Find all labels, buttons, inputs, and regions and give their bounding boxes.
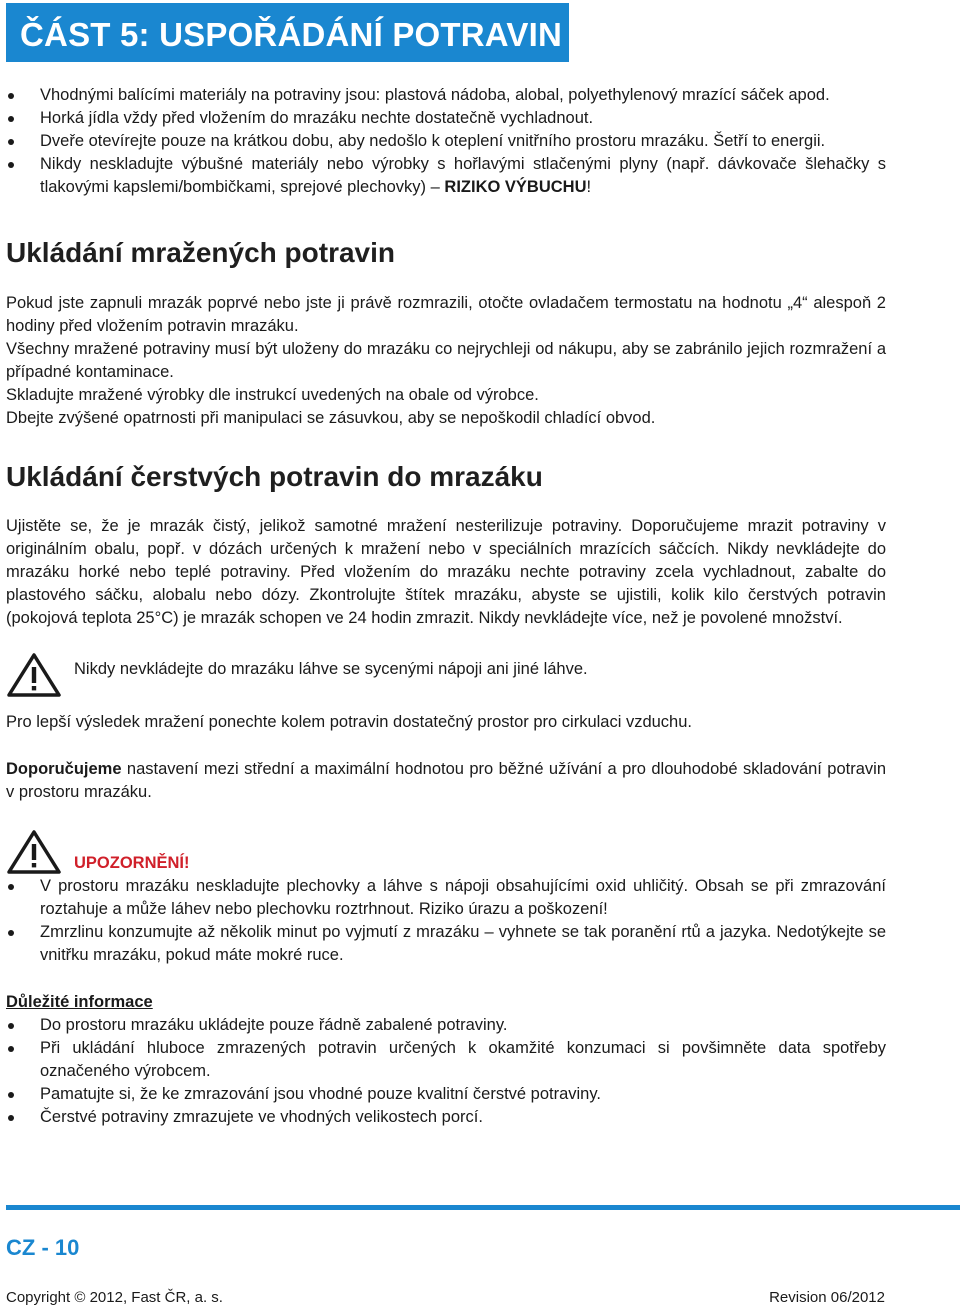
- list-item: Do prostoru mrazáku ukládejte pouze řádně zabalené potraviny.: [6, 1014, 886, 1037]
- recommendation-text: nastavení mezi střední a maximální hodnotou pro běžné užívání a pro dlouhodobé skladování potravin v prostoru mrazáku.: [6, 760, 886, 801]
- fresh-foods-heading: Ukládání čerstvých potravin do mrazáku: [6, 461, 543, 492]
- revision-label: Revision: [769, 1289, 827, 1306]
- paragraph: Pokud jste zapnuli mrazák poprvé nebo jste ji právě rozmrazili, otočte ovladačem termostatu na hodnotu „4“ alespoň 2 hodiny před vložením potravin mrazáku.: [6, 294, 886, 335]
- list-item: Čerstvé potraviny zmrazujete ve vhodných velikostech porcí.: [6, 1106, 886, 1129]
- warning-triangle-icon: [6, 652, 62, 698]
- list-item: V prostoru mrazáku neskladujte plechovky a láhve s nápoji obsahujícími oxid uhličitý. Obsah se při zmrazování roztahuje a může láhev nebo plechovku roztrhnout. Riziko úrazu a poškození!: [6, 875, 886, 921]
- paragraph: Všechny mražené potraviny musí být uloženy do mrazáku co nejrychleji od nákupu, aby se zabránilo jejich rozmražení a případné kontaminace.: [6, 340, 886, 381]
- revision: [769, 1289, 885, 1306]
- warning-triangle-icon: [6, 829, 62, 875]
- list-item-text: Nikdy neskladujte výbušné materiály nebo výrobky s hořlavými stlačenými plyny (např. dávkovače šlehačky s tlakovými kapslemi/bombičkami, sprejové plechovky) –: [40, 155, 886, 196]
- list-item: [6, 153, 886, 199]
- recommendation-lead: Doporučujeme: [6, 760, 122, 778]
- list-item: Horká jídla vždy před vložením do mrazáku nechte dostatečně vychladnout.: [6, 107, 886, 130]
- paragraph: Dbejte zvýšené opatrnosti při manipulaci se zásuvkou, aby se nepoškodil chladící obvod.: [6, 409, 656, 427]
- revision-value: 06/2012: [830, 1289, 885, 1306]
- list-item: Vhodnými balícími materiály na potraviny jsou: plastová nádoba, alobal, polyethylenový mrazící sáček apod.: [6, 84, 886, 107]
- list-item-end: !: [586, 178, 592, 196]
- fresh-foods-paragraph: Ujistěte se, že je mrazák čistý, jelikož samotné mražení nesterilizuje potraviny. Doporučujeme mrazit potraviny v originálním obalu, popř. v dózách určených k mražení nebo v speciálních mrazících sáčcích. Nikdy nevkládejte do mrazáku horké nebo teplé potraviny. Před vložením do mrazáku nechte potraviny zcela vychladnout, zabalte do plastového sáčku, alobalu nebo dózy. Zkontrolujte štítek mrazáku, abyste se ujistili, kolik kilo čerstvých potravin (pokojová teplota 25°C) je mrazák schopen ve 24 hodin zmrazit. Nikdy nevkládejte více, než je povolené množství.: [6, 517, 886, 627]
- copyright: Copyright © 2012, Fast ČR, a. s.: [6, 1289, 223, 1306]
- caution-header: [6, 829, 886, 875]
- explosion-risk-warning: RIZIKO VÝBUCHU: [444, 178, 587, 196]
- frozen-foods-heading: Ukládání mražených potravin: [6, 237, 396, 268]
- footer-divider: [6, 1205, 960, 1210]
- important-heading: Důležité informace: [6, 993, 153, 1011]
- list-item: Dveře otevírejte pouze na krátkou dobu, aby nedošlo k oteplení vnitřního prostoru mrazáku. Šetří to energii.: [6, 130, 886, 153]
- caution-label: UPOZORNĚNÍ!: [74, 854, 190, 872]
- page-content: [6, 84, 886, 1129]
- bottle-warning-text: Nikdy nevkládejte do mrazáku láhve se sycenými nápoji ani jiné láhve.: [74, 660, 588, 678]
- list-item: Při ukládání hluboce zmrazených potravin určených k okamžité konzumaci si povšimněte data spotřeby označeného výrobcem.: [6, 1037, 886, 1083]
- bottle-warning: [6, 652, 886, 698]
- page-number: CZ - 10: [6, 1235, 80, 1260]
- paragraph: Skladujte mražené výrobky dle instrukcí uvedených na obale od výrobce.: [6, 386, 539, 404]
- section-title-bar: [6, 3, 569, 62]
- list-item: Zmrzlinu konzumujte až několik minut po vyjmutí z mrazáku – vyhnete se tak poranění rtů a jazyka. Nedotýkejte se vnitřku mrazáku, pokud máte mokré ruce.: [6, 921, 886, 967]
- space-note: Pro lepší výsledek mražení ponechte kolem potravin dostatečný prostor pro cirkulaci vzduchu.: [6, 713, 692, 731]
- important-list: [6, 1014, 886, 1129]
- list-item: Pamatujte si, že ke zmrazování jsou vhodné pouze kvalitní čerstvé potraviny.: [6, 1083, 886, 1106]
- section-title: ČÁST 5: USPOŘÁDÁNÍ POTRAVIN: [20, 16, 562, 53]
- frozen-foods-text: [6, 292, 886, 430]
- caution-list: [6, 875, 886, 967]
- recommendation: [6, 758, 886, 804]
- intro-list: [6, 84, 886, 199]
